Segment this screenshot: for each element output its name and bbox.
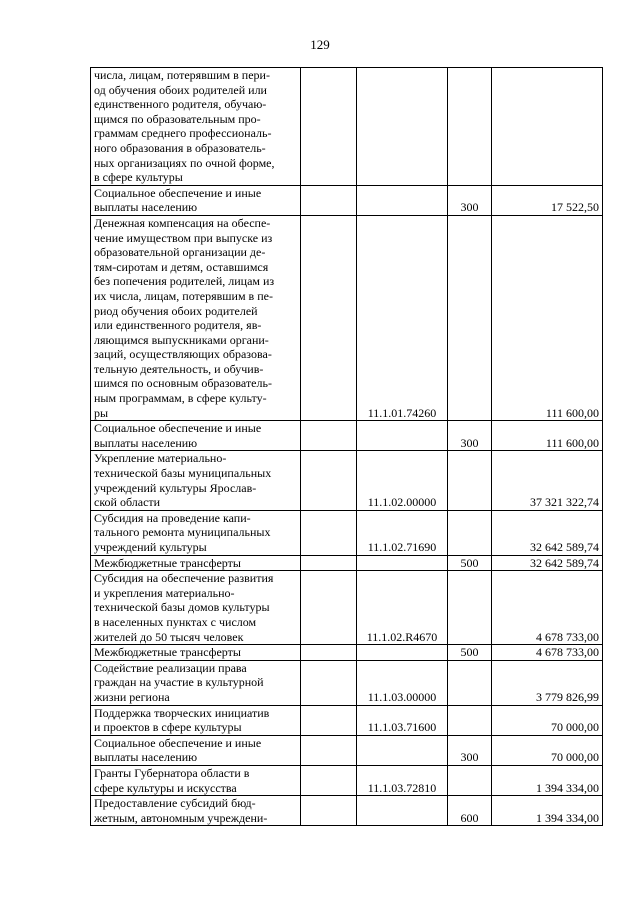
expense-type-cell: 600: [448, 796, 492, 826]
table-row: [91, 645, 603, 661]
target-code-cell: 11.1.02.R4670: [357, 571, 448, 645]
item-name-cell: Гранты Губернатора области в сфере культуры и искусства: [91, 765, 301, 795]
amount-cell: 1 394 334,00: [492, 796, 603, 826]
target-code-cell: 11.1.01.74260: [357, 215, 448, 420]
expense-type-cell: 300: [448, 185, 492, 215]
table-row: [91, 660, 603, 705]
table-row: [91, 215, 603, 420]
expense-type-cell: [448, 510, 492, 555]
amount-cell: 111 600,00: [492, 421, 603, 451]
target-code-cell: [357, 735, 448, 765]
item-name-cell: Социальное обеспечение и иные выплаты населению: [91, 735, 301, 765]
item-name-cell: Социальное обеспечение и иные выплаты населению: [91, 421, 301, 451]
page-number: 129: [310, 37, 330, 52]
expense-type-cell: [448, 660, 492, 705]
item-name-cell: Субсидия на проведение капи- тального ремонта муниципальных учреждений культуры: [91, 510, 301, 555]
expense-type-cell: [448, 451, 492, 510]
empty-cell: [301, 451, 357, 510]
empty-cell: [301, 421, 357, 451]
amount-cell: 4 678 733,00: [492, 645, 603, 661]
amount-cell: 32 642 589,74: [492, 555, 603, 571]
table-row: [91, 451, 603, 510]
empty-cell: [301, 215, 357, 420]
table-row: [91, 765, 603, 795]
amount-cell: [492, 68, 603, 186]
table-row: [91, 571, 603, 645]
empty-cell: [301, 510, 357, 555]
empty-cell: [301, 735, 357, 765]
empty-cell: [301, 571, 357, 645]
table-row: [91, 705, 603, 735]
target-code-cell: 11.1.02.00000: [357, 451, 448, 510]
amount-cell: 111 600,00: [492, 215, 603, 420]
expense-type-cell: 500: [448, 645, 492, 661]
table-row: [91, 510, 603, 555]
item-name-cell: Денежная компенсация на обеспе- чение имуществом при выпуске из образовательной организации де- тям-сиротам и детям, оставшимся без попечения родителей, лицам из их числа, лицам, потерявшим в пе- риод обучения обоих родителей или единственного родителя, яв- ляющимся выпускниками органи- заций, осуществляющих образова- тельную деятельность, и обучив- шимся по основным образователь- ным программам, в сфере культу- ры: [91, 215, 301, 420]
amount-cell: 3 779 826,99: [492, 660, 603, 705]
target-code-cell: [357, 645, 448, 661]
table-row: [91, 185, 603, 215]
item-name-cell: Субсидия на обеспечение развития и укрепления материально- технической базы домов культуры в населенных пунктах с числом жителей до 50 тысяч человек: [91, 571, 301, 645]
budget-table-body: [91, 68, 603, 826]
target-code-cell: 11.1.02.71690: [357, 510, 448, 555]
expense-type-cell: 300: [448, 735, 492, 765]
amount-cell: 37 321 322,74: [492, 451, 603, 510]
item-name-cell: Межбюджетные трансферты: [91, 645, 301, 661]
empty-cell: [301, 765, 357, 795]
empty-cell: [301, 68, 357, 186]
expense-type-cell: [448, 215, 492, 420]
target-code-cell: 11.1.03.71600: [357, 705, 448, 735]
target-code-cell: [357, 68, 448, 186]
target-code-cell: 11.1.03.72810: [357, 765, 448, 795]
expense-type-cell: [448, 68, 492, 186]
empty-cell: [301, 645, 357, 661]
target-code-cell: [357, 185, 448, 215]
item-name-cell: Поддержка творческих инициатив и проектов в сфере культуры: [91, 705, 301, 735]
table-row: [91, 421, 603, 451]
item-name-cell: Содействие реализации права граждан на участие в культурной жизни региона: [91, 660, 301, 705]
expense-type-cell: [448, 705, 492, 735]
table-row: [91, 735, 603, 765]
empty-cell: [301, 660, 357, 705]
target-code-cell: 11.1.03.00000: [357, 660, 448, 705]
amount-cell: 32 642 589,74: [492, 510, 603, 555]
budget-table: [90, 67, 603, 826]
table-row: [91, 68, 603, 186]
amount-cell: 17 522,50: [492, 185, 603, 215]
empty-cell: [301, 555, 357, 571]
target-code-cell: [357, 421, 448, 451]
expense-type-cell: 300: [448, 421, 492, 451]
item-name-cell: Укрепление материально- технической базы муниципальных учреждений культуры Ярослав- ской области: [91, 451, 301, 510]
table-row: [91, 555, 603, 571]
amount-cell: 70 000,00: [492, 735, 603, 765]
target-code-cell: [357, 555, 448, 571]
expense-type-cell: [448, 571, 492, 645]
item-name-cell: Социальное обеспечение и иные выплаты населению: [91, 185, 301, 215]
item-name-cell: числа, лицам, потерявшим в пери- од обучения обоих родителей или единственного родителя, обучаю- щимся по образовательным про- граммам среднего профессиональ- ного образования в образователь- ных организациях по очной форме, в сфере культуры: [91, 68, 301, 186]
target-code-cell: [357, 796, 448, 826]
empty-cell: [301, 705, 357, 735]
empty-cell: [301, 796, 357, 826]
item-name-cell: Предоставление субсидий бюд- жетным, автономным учреждени-: [91, 796, 301, 826]
table-row: [91, 796, 603, 826]
amount-cell: 70 000,00: [492, 705, 603, 735]
empty-cell: [301, 185, 357, 215]
expense-type-cell: 500: [448, 555, 492, 571]
amount-cell: 4 678 733,00: [492, 571, 603, 645]
item-name-cell: Межбюджетные трансферты: [91, 555, 301, 571]
amount-cell: 1 394 334,00: [492, 765, 603, 795]
expense-type-cell: [448, 765, 492, 795]
